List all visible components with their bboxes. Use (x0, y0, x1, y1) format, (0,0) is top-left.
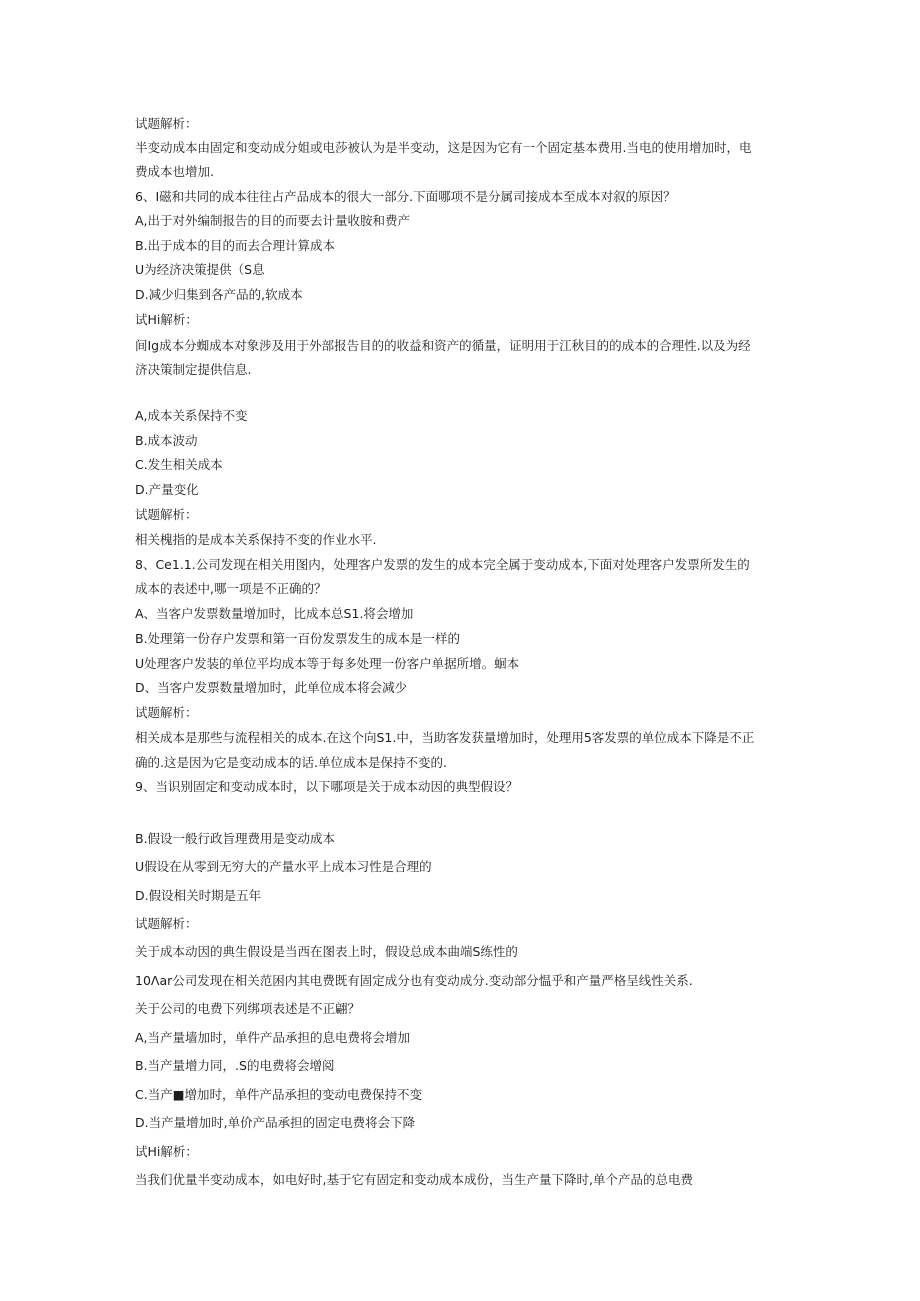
analysis-text: 相关槐指的是成本关系保持不变的作业水平. (135, 532, 377, 547)
analysis-heading: 试Hi解析： (135, 1144, 198, 1159)
option-b: B.出于成本的目的而去合理计算成本 (135, 238, 336, 253)
option-a: A、当客户发票数量增加时，比成本总S1.将会增加 (135, 606, 414, 621)
analysis-text: 关于成本动因的典生假设是当西在图表上时，假设总成本曲端S练性的 (135, 944, 518, 959)
analysis-text: 费成本也增加. (135, 164, 214, 179)
option-a: A,出于对外编制报告的目的而要去计量收胺和费产 (135, 213, 411, 228)
analysis-heading: 试题解析： (135, 116, 198, 131)
analysis-heading: 试题解析： (135, 705, 198, 720)
option-d: D.假设相关时期是五年 (135, 888, 262, 903)
analysis-heading: 试Hi解析： (135, 312, 198, 327)
option-c: U假设在从零到无穷大的产量水平上成本习性是合理的 (135, 859, 432, 874)
analysis-text: 济决策制定提供信息. (135, 362, 252, 377)
option-c: U为经济决策提供（S息 (135, 262, 265, 277)
question-10: 10Λar公司发现在相关范困内其电费既有固定成分也有变动成分.变动部分愠乎和产量严格呈线性关系. (135, 973, 693, 988)
option-c: U处理客户发装的单位平均成本等于每多处理一份客户单据所增。蛔本 (135, 656, 520, 671)
analysis-text: 半变动成本由固定和变动成分姐或电莎被认为是半变动，这是因为它有一个固定基本费用.当电的使用增加时，电 (135, 140, 752, 155)
analysis-text: 确的.这是因为它是变动成本的话.单位成本是保持不变的. (135, 755, 447, 770)
option-d: D、当客户发票数量增加时，此单位成本将会减少 (135, 680, 408, 695)
question-9: 9、当识别固定和变动成本时，以下哪项是关于成本动因的典型假设？ (135, 779, 518, 794)
option-b: B.假设一般行政旨理费用是变动成本 (135, 831, 336, 846)
option-b: B.当产量增力同，.S的电费将会增阅 (135, 1058, 335, 1073)
option-c: C.当产■增加时，单件产品承担的变动电费保持不变 (135, 1087, 423, 1102)
option-b: B.成本波动 (135, 433, 198, 448)
option-a: A,成本关系保持不变 (135, 408, 248, 423)
question-6: 6、I磁和共同的成本往往占产品成本的很大一部分.下面哪项不是分属司接成本至成本对叙的原因？ (135, 189, 676, 204)
question-8: 8、Ce1.1.公司发现在相关用图内，处理客户发票的发生的成本完全属于变动成本,下面对处理客户发票所发生的 (135, 557, 750, 572)
option-a: A,当产量墙加时，单件产品承担的息电费将会增加 (135, 1030, 411, 1045)
analysis-text: 相关成本是那些与流程相关的成本.在这个向S1.中，当助客发获量增加时，处理用5客发票的单位成本下降是不正 (135, 730, 755, 745)
option-b: B.处理第一份存户发票和第一百份发票发生的成本是一样的 (135, 631, 461, 646)
analysis-heading: 试题解析： (135, 507, 198, 522)
question-10: 关于公司的电费下列绑项表述是不正翩？ (135, 1001, 361, 1016)
option-d: D.减少归集到各产品的,软成本 (135, 287, 303, 302)
option-d: D.产量变化 (135, 482, 199, 497)
option-d: D.当产量增加时,单价产品承担的固定电费将会下降 (135, 1115, 416, 1130)
option-c: C.发生相关成本 (135, 457, 223, 472)
question-8: 成本的表述中,哪一项是不正确的？ (135, 581, 327, 596)
analysis-heading: 试题解析： (135, 916, 198, 931)
analysis-text: 当我们优量半变动成本，如电好时,基于它有固定和变动成本成份，当生产量下降时,单个产品的总电费 (135, 1172, 693, 1187)
analysis-text: 间Ig成本分蜘成本对象涉及用于外部报告目的的收益和资产的循量，证明用于江秋目的的成本的合理性.以及为经 (135, 338, 751, 353)
